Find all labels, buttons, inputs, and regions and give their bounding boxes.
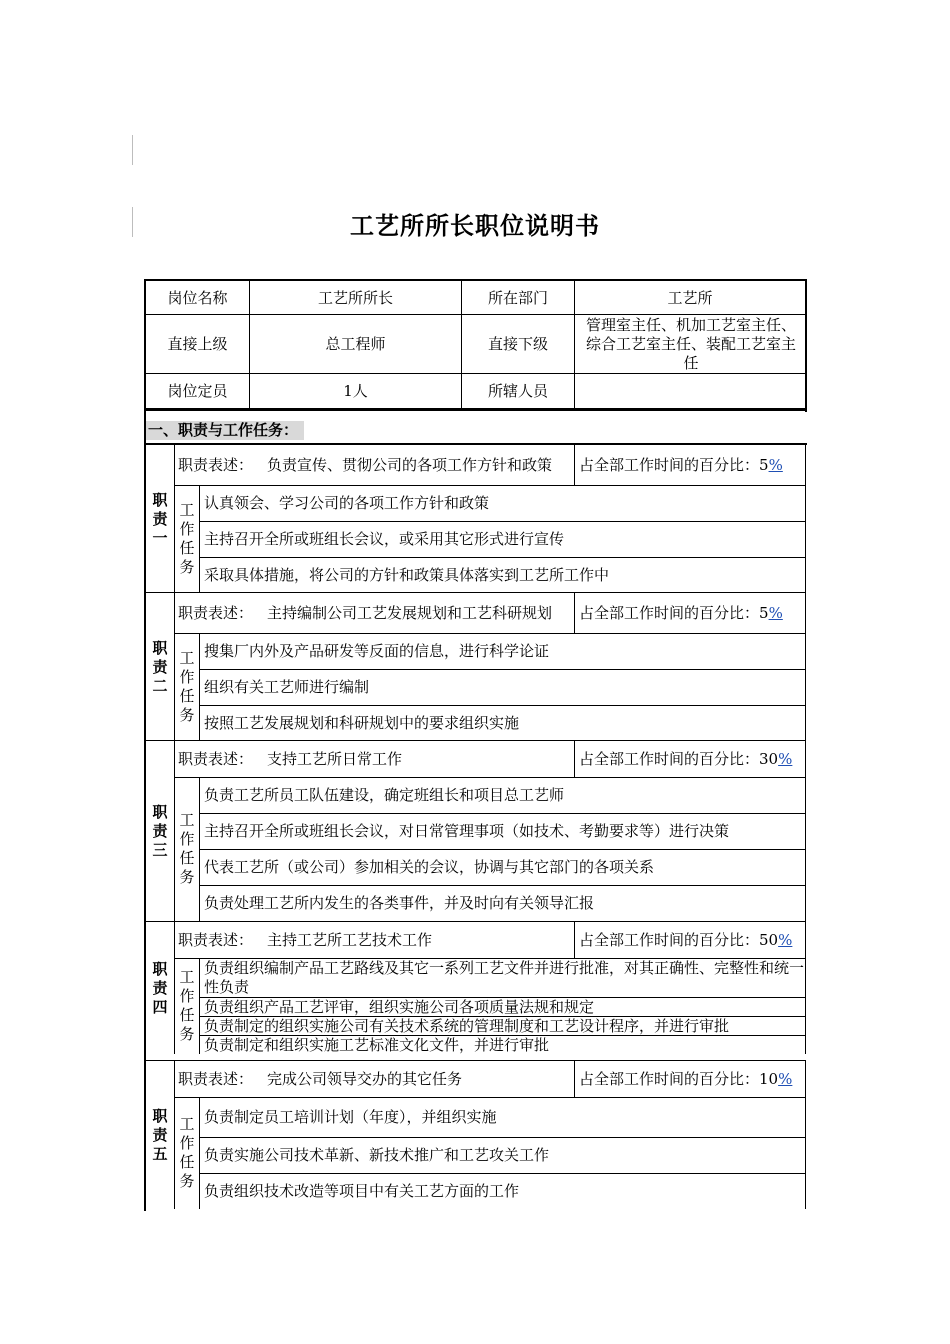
task-item: 负责处理工艺所内发生的各类事件，并及时向有关领导汇报 (204, 893, 595, 912)
percent-sign: % (778, 749, 793, 768)
percent-sign: % (778, 930, 793, 949)
label-col-border (174, 593, 175, 741)
task-item: 负责制定和组织实施工艺标准文化文件，并进行审批 (204, 1036, 550, 1054)
header-row-border (144, 373, 807, 374)
duty-label (146, 922, 174, 1054)
percent-value: 5 (759, 603, 769, 622)
statement-bottom-border (174, 485, 805, 486)
task-row-border (199, 521, 805, 522)
duty-statement-label: 职责表述： (178, 1069, 254, 1088)
duty-statement (175, 1061, 574, 1097)
department-value: 工艺所 (667, 288, 713, 307)
vertical-text: 职责五 (152, 1106, 168, 1163)
header-bottom-border (144, 408, 807, 411)
label-col-border (174, 741, 175, 921)
task-label (175, 633, 199, 741)
header-col-border (461, 279, 462, 409)
duty-statement-label: 职责表述： (178, 455, 254, 474)
right-border (805, 1061, 806, 1209)
percent-sign: % (768, 603, 783, 622)
task-label (175, 777, 199, 921)
task-label (175, 958, 199, 1054)
right-border (805, 445, 806, 593)
duty-statement (175, 593, 574, 633)
task-item: 负责制定员工培训计划（年度），并组织实施 (204, 1107, 497, 1126)
task-col-border (199, 485, 200, 593)
header-row-border (144, 314, 807, 315)
task-row-border (199, 669, 805, 670)
duty-statement-text: 支持工艺所日常工作 (267, 749, 403, 768)
duty-statement-label: 职责表述： (178, 749, 254, 768)
duty-percent (575, 741, 805, 777)
duty-percent (575, 1061, 805, 1097)
vertical-text: 职责二 (152, 638, 168, 695)
percent-label: 占全部工作时间的百分比： (579, 1069, 760, 1088)
percent-value: 10 (759, 1069, 779, 1088)
percent-value: 50 (759, 930, 779, 949)
header-col-border (574, 279, 575, 409)
percent-col-border (574, 1061, 575, 1097)
superior-label: 直接上级 (167, 335, 228, 353)
vertical-text: 职责四 (152, 959, 168, 1016)
statement-bottom-border (174, 633, 805, 634)
vertical-text: 工作任务 (179, 811, 195, 886)
right-border (805, 593, 806, 741)
statement-bottom-border (174, 777, 805, 778)
table-top-border (144, 279, 807, 281)
task-col-border (199, 633, 200, 741)
duty-statement (175, 445, 574, 485)
duty-percent (575, 445, 805, 485)
task-item: 负责实施公司技术革新、新技术推广和工艺攻关工作 (204, 1145, 550, 1164)
duty-top-border (144, 740, 806, 741)
percent-label: 占全部工作时间的百分比： (579, 930, 760, 949)
duty-statement (175, 741, 574, 777)
percent-label: 占全部工作时间的百分比： (579, 749, 760, 768)
task-label (175, 1097, 199, 1209)
task-col-border (199, 777, 200, 921)
percent-col-border (574, 741, 575, 777)
position-name-value: 工艺所所长 (317, 288, 393, 307)
task-row-border (199, 1035, 805, 1036)
label-col-border (174, 445, 175, 593)
duty-statement (175, 922, 574, 958)
label-col-border (174, 1061, 175, 1209)
subordinate-value: 管理室主任、机加工艺室主任、综合工艺室主任、装配工艺室主任 (585, 316, 796, 372)
task-row-border (199, 997, 805, 998)
task-col-border (199, 958, 200, 1054)
right-border (805, 922, 806, 1054)
duty-label (146, 741, 174, 921)
task-row-border (199, 885, 805, 886)
vertical-text: 工作任务 (179, 649, 195, 724)
task-item: 按照工艺发展规划和科研规划中的要求组织实施 (204, 713, 520, 732)
task-col-border (199, 1097, 200, 1209)
percent-label: 占全部工作时间的百分比： (579, 455, 760, 474)
job-description-table (144, 279, 807, 1211)
table-right-border (805, 279, 807, 412)
percent-value: 5 (759, 455, 769, 474)
duty-statement-text: 主持编制公司工艺发展规划和工艺科研规划 (267, 603, 553, 622)
headcount-label: 岗位定员 (167, 381, 228, 400)
staff-value (575, 374, 805, 408)
label-col-border (174, 922, 175, 1054)
duty-percent (575, 593, 805, 633)
task-item: 代表工艺所（或公司）参加相关的会议，协调与其它部门的各项关系 (204, 857, 655, 876)
duty-percent (575, 922, 805, 958)
percent-sign: % (778, 1069, 793, 1088)
duty-label (146, 593, 174, 741)
vertical-text: 工作任务 (179, 501, 195, 576)
task-item: 认真领会、学习公司的各项工作方针和政策 (204, 493, 490, 512)
percent-value: 30 (759, 749, 779, 768)
duty-top-border (144, 921, 806, 922)
vertical-text: 工作任务 (179, 968, 195, 1043)
task-label (175, 485, 199, 593)
vertical-text: 工作任务 (179, 1115, 195, 1190)
task-item: 主持召开全所或班组长会议，对日常管理事项（如技术、考勤要求等）进行决策 (204, 821, 730, 840)
duty-top-border (144, 592, 806, 593)
vertical-text: 职责三 (152, 802, 168, 859)
duty-label (146, 1061, 174, 1209)
task-item: 负责组织技术改造等项目中有关工艺方面的工作 (204, 1181, 520, 1200)
task-item: 负责组织产品工艺评审，组织实施公司各项质量法规和规定 (204, 998, 595, 1016)
task-row-border (199, 1016, 805, 1017)
task-row-border (199, 557, 805, 558)
duty-statement-text: 完成公司领导交办的其它任务 (267, 1069, 463, 1088)
duty-statement-label: 职责表述： (178, 930, 254, 949)
superior-value: 总工程师 (325, 335, 386, 353)
margin-mark-top (132, 135, 133, 165)
vertical-text: 职责一 (152, 490, 168, 547)
staff-label: 所辖人员 (487, 381, 548, 400)
task-item: 负责工艺所员工队伍建设，确定班组长和项目总工艺师 (204, 785, 565, 804)
table-left-border (144, 279, 146, 1211)
position-name-label: 岗位名称 (167, 288, 228, 307)
section-bottom-border (144, 443, 807, 445)
task-item: 采取具体措施，将公司的方针和政策具体落实到工艺所工作中 (204, 565, 610, 584)
document-title: 工艺所所长职位说明书 (350, 212, 600, 240)
percent-col-border (574, 445, 575, 485)
header-col-border (249, 279, 250, 409)
task-item: 负责组织编制产品工艺路线及其它一系列工艺文件并进行批准，对其正确性、完整性和统一性负责 (204, 958, 805, 996)
duty-label (146, 445, 174, 593)
task-row-border (199, 705, 805, 706)
duty-statement-text: 负责宣传、贯彻公司的各项工作方针和政策 (267, 455, 553, 474)
duty-top-border (144, 1060, 806, 1061)
percent-label: 占全部工作时间的百分比： (579, 603, 760, 622)
subordinate-label: 直接下级 (487, 335, 548, 353)
task-item: 负责制定的组织实施公司有关技术系统的管理制度和工艺设计程序，并进行审批 (204, 1017, 730, 1035)
percent-col-border (574, 593, 575, 633)
task-row-border (199, 813, 805, 814)
task-row-border (199, 1173, 805, 1174)
department-label: 所在部门 (487, 288, 548, 307)
duty-statement-text: 主持工艺所工艺技术工作 (267, 930, 433, 949)
statement-bottom-border (174, 958, 805, 959)
task-row-border (199, 849, 805, 850)
statement-bottom-border (174, 1097, 805, 1098)
task-item: 主持召开全所或班组长会议，或采用其它形式进行宣传 (204, 529, 565, 548)
percent-col-border (574, 922, 575, 958)
right-border (805, 741, 806, 921)
headcount-value: 1人 (343, 381, 368, 400)
task-item: 搜集厂内外及产品研发等反面的信息，进行科学论证 (204, 641, 550, 660)
section-title: 一、职责与工作任务： (146, 421, 304, 440)
task-row-border (199, 1137, 805, 1138)
task-item: 组织有关工艺师进行编制 (204, 677, 370, 696)
duty-statement-label: 职责表述： (178, 603, 254, 622)
percent-sign: % (768, 455, 783, 474)
